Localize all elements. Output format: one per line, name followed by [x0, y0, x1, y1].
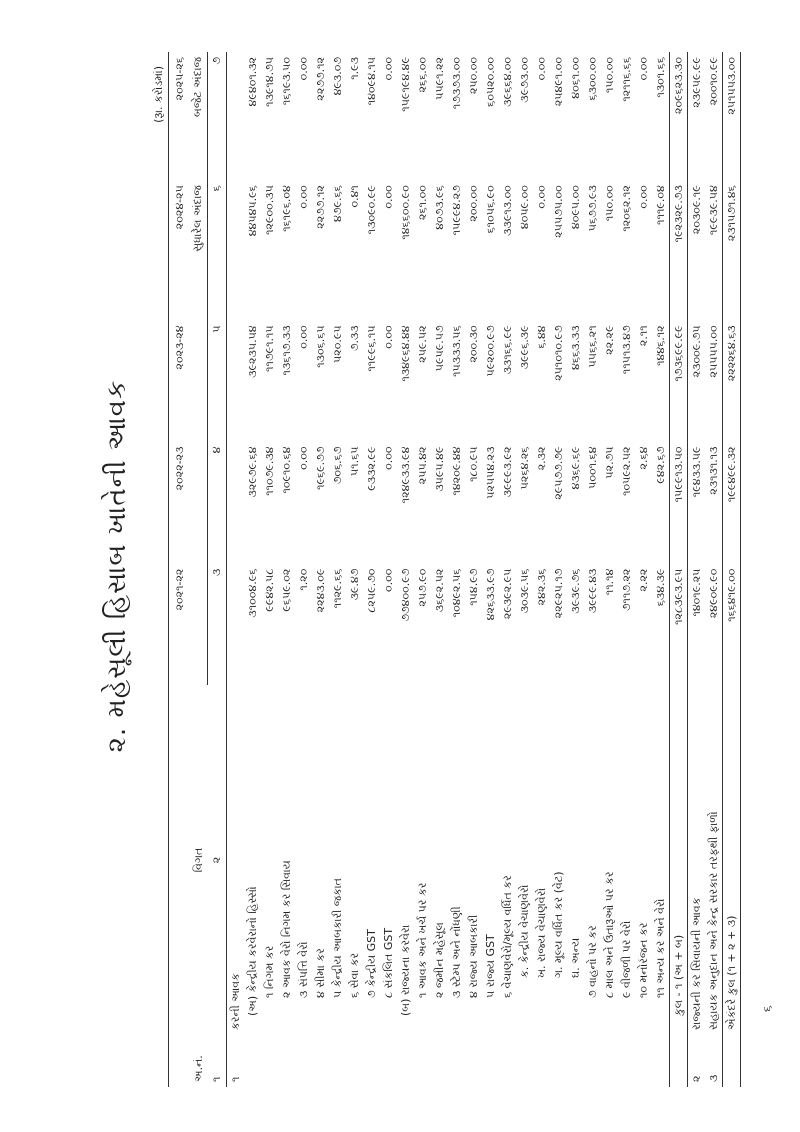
header-sub-5: બજેટ અંદાજ [189, 52, 208, 180]
row-value: ૦.૦૦ [381, 185, 395, 209]
row-value: ૧૯૯૪૯૯.૩૨ [723, 442, 741, 564]
row-value: ૧૪૨૦૯.૪૪ [449, 446, 463, 496]
row-label: ૫ રાજ્ય GST [483, 934, 497, 998]
row-value: ૪૭૯.૬૬ [330, 185, 344, 222]
row-value: ૨૫૫૭૫.૦૦ [551, 185, 565, 238]
row-value: ૧.૨૦ [296, 568, 310, 591]
row-value: ૦.૦૦ [636, 185, 650, 209]
row-value: ૧૬૬૪૧૯.૦૦ [723, 564, 741, 685]
row-value: ૧૪૦૧૯.૨૫ [689, 568, 703, 617]
table-row [705, 52, 723, 1087]
table-row [723, 52, 741, 1087]
row-value: ૨.૩૨ [534, 446, 548, 471]
row-value: ૧૧૯૯૬.૧૫ [364, 325, 378, 372]
row-value: ૨૬૧.૦૦ [415, 185, 429, 220]
row-value: ૧૦૫૯૨.૫૨ [619, 446, 633, 496]
row-value: ૧૨૪૯૩૩.૯૪ [398, 446, 412, 504]
row-value: ૨૫૭.૯૦ [415, 568, 429, 607]
table-row [670, 52, 688, 1087]
row-value: ૧૧.૧૪ [602, 568, 616, 596]
row-value: ૨૪૨.૩૬ [534, 568, 548, 606]
row-label: ૪ સીમા કર [313, 948, 327, 998]
row-value: ૧૨૧૧૬.૬૬ [619, 57, 633, 102]
row-sr [244, 1035, 261, 1087]
row-sr [329, 1035, 346, 1087]
col-number: ૭ [208, 52, 227, 180]
row-label: કરની આવક [228, 973, 242, 1030]
header-sub-4: સુધારેલ અંદાજ [189, 180, 208, 320]
row-value: ૭૭૪૦૦.૯૭ [398, 568, 412, 622]
row-label: ગ. મૂલ્ય વર્ધિત કર (વેટ) [551, 871, 565, 978]
row-sr [346, 1035, 363, 1087]
row-sr [380, 1035, 397, 1087]
row-value [227, 180, 245, 320]
unit-note: (રૂા. કરોડમાં) [152, 66, 165, 123]
table-row [397, 52, 414, 1087]
row-value: ૧૧૦૭૯.૩૪ [262, 446, 276, 496]
row-label: (બ) રાજ્યના કરવેરા [398, 924, 412, 1016]
row-value: ૧૦૯૧૦.૬૪ [279, 446, 293, 494]
row-sr [363, 1035, 380, 1087]
row-value: ૪૩૬૯.૬૯ [568, 446, 582, 490]
table-row [584, 52, 601, 1087]
row-value: ૨૨૭૭.૧૨ [313, 185, 327, 229]
row-sr [723, 1035, 741, 1087]
row-value: ૫૬૭૭.૯૩ [585, 185, 599, 232]
row-value: ૧૩૪૯૬૪.૪૪ [398, 325, 412, 382]
row-value: ૨૫૫.૪૨ [415, 446, 429, 485]
row-value: ૪૦૫૯.૦૦ [517, 185, 531, 230]
row-sr: ૨ [689, 1075, 703, 1082]
row-value: ૦.૦૦ [296, 325, 310, 349]
row-value: ૧૩૦૯૦.૯૯ [364, 185, 378, 235]
table-row [567, 52, 584, 1087]
row-sr [278, 1035, 295, 1087]
row-label: ૯ વીજળી પર વેરો [619, 920, 633, 998]
row-value: ૧૩૯૧૪.૭૫ [262, 57, 276, 107]
row-value: ૬૧૦૫૬.૯૦ [483, 185, 497, 234]
row-value: ૩૫૯૫.૪૯ [432, 446, 446, 492]
row-value: ૦.૦૦ [381, 446, 395, 470]
revenue-table [168, 52, 741, 1087]
header-sub-3 [189, 320, 208, 441]
row-label: ૨ આવક વેરો નિગમ કર સિવાય [279, 860, 293, 998]
row-sr [448, 1035, 465, 1087]
col-number: ૫ [208, 320, 227, 441]
row-value: ૨૨૪૩.૦૯ [313, 568, 327, 613]
row-value: ૧૧૨૯.૬૬ [330, 568, 344, 609]
row-label: ૨ જમીન મહેસૂલ [432, 922, 446, 998]
row-value: ૦.૪૧ [347, 185, 361, 208]
row-label: સહાયક અનુદાન અને કેન્દ્ર સરકાર તરફથી ફાળો [706, 811, 720, 1030]
row-value: ૨.૬૪ [636, 446, 650, 470]
row-value: ૫૨.૭૫ [602, 446, 616, 479]
table-row [346, 52, 363, 1087]
row-value: ૧૪૪૬.૧૨ [653, 325, 667, 366]
row-label: ૧૧ અન્ય કર અને વેરો [653, 898, 667, 998]
row-value: ૯૯૪૨.૫૮ [262, 568, 276, 612]
row-value: ૧૭૩૬૯૯.૯૯ [670, 320, 688, 441]
row-value: ૪૪૫૪૫.૯૬ [245, 185, 259, 237]
row-value [227, 52, 245, 180]
row-value: ૮૨૫૯.૭૦ [364, 568, 378, 613]
row-label: ખ. રાજ્ય વેચાણવેરો [534, 887, 548, 978]
row-label: ૭ વાહનો પર કર [585, 925, 599, 998]
row-value: ૩૯૭૩.૦૦ [517, 57, 531, 103]
row-value: ૩૩૯૧૩.૦૦ [500, 185, 514, 236]
table-row [465, 52, 482, 1087]
row-value: ૦.૦૦ [296, 446, 310, 470]
table-row [618, 52, 635, 1087]
col-number: ૧ [208, 1035, 227, 1087]
row-value: ૫૧.૬૫ [347, 446, 361, 477]
row-sr [397, 1035, 414, 1087]
row-sr [635, 1035, 652, 1087]
row-value: ૨૩૧૫૭૧.૪૬ [723, 180, 741, 320]
row-value: ૩૯૯૯.૪૩ [585, 568, 599, 614]
row-value: ૨૦૯૬૨૩.૩૦ [670, 52, 688, 180]
row-value: ૧૪૬૬૦૦.૯૦ [398, 185, 412, 240]
row-value: ૧૫૪.૯૭ [466, 568, 480, 606]
table-row [652, 52, 670, 1087]
row-value: ૫૨૦.૯૫ [330, 325, 344, 363]
row-value: ૨૩૦૦૯.૭૫ [689, 325, 703, 378]
row-sr [295, 1035, 312, 1087]
row-value: ૭.૩૩ [347, 325, 361, 352]
row-value: ૭૦૬.૬૭ [330, 446, 344, 485]
row-sr [533, 1035, 550, 1087]
row-value: ૨૫૫૫૫.૦૦ [706, 325, 720, 378]
table-row [635, 52, 652, 1087]
row-value: ૦.૦૦ [296, 185, 310, 209]
row-value: ૧૧૫૧૩.૪૭ [619, 325, 633, 375]
row-value: ૨૩૧૩૧.૧૩ [706, 446, 720, 495]
row-value: ૨૨.૨૯ [602, 325, 616, 355]
row-value: ૪૯૪૦૧.૩૨ [245, 57, 259, 107]
row-value: ૦.૦૦ [534, 185, 548, 209]
row-value: ૧૩૦૬.૬૫ [313, 325, 327, 368]
table-row [414, 52, 431, 1087]
row-value: ૬૩૪.૩૯ [653, 568, 667, 607]
row-value: ૧૬૧૯૬.૦૪ [279, 185, 293, 232]
row-value: ૧૧૧૯.૦૪ [653, 185, 667, 225]
row-value: ૬૦૫૨૦.૦૦ [483, 57, 497, 107]
row-value: ૧૦૪૯૨.૫૬ [449, 568, 463, 618]
row-value: ૪૨૬૩૩.૯૭ [483, 568, 497, 621]
table-row [431, 52, 448, 1087]
row-value: ૩૯૬૬૪.૦૦ [500, 57, 514, 107]
row-value: ૧૯૯૩૯.૫૪ [706, 185, 720, 235]
row-value: ૨૦૦૧૦.૯૯ [706, 57, 720, 106]
page-title: ૨. મહેસૂલી હિસાબ ખાતેની આવક [102, 379, 132, 753]
table-row [295, 52, 312, 1087]
row-value: ૧.૯૩ [347, 57, 361, 80]
table-row [261, 52, 278, 1087]
row-value: ૩૬૯૨.૫૨ [432, 568, 446, 613]
row-value: ૧૯૪૩૩.૫૯ [689, 446, 703, 498]
header-year-3: ૨૦૨૩-૨૪ [169, 320, 190, 441]
row-value: ૩૧૦૦૪.૯૬ [245, 568, 259, 618]
row-value: ૩૯.૪૭ [347, 568, 361, 601]
row-value: ૯૩૩૨.૯૯ [364, 446, 378, 491]
row-value: ૨૨૯૨૫.૧૭ [551, 568, 565, 619]
row-label: એકંદરે કુલ (૧ + ૨ + ૩) [723, 685, 741, 1035]
row-value: ૩૦૩૯.૫૬ [517, 568, 531, 614]
row-value: ૨૫૧૦૧૦.૯૭ [551, 325, 565, 381]
row-value: ૨.૧૧ [636, 325, 650, 347]
row-value: ૧૫૦.૦૦ [602, 57, 616, 93]
row-value: ૧૫૩૩૩.૫૬ [449, 325, 463, 377]
row-value: ૩૯૩૯.૭૬ [568, 568, 582, 614]
row-value: ૨૯૩૯૨.૯૫ [500, 568, 514, 620]
table-row [499, 52, 516, 1087]
header-year-5: ૨૦૨૫-૨૬ [169, 52, 190, 180]
table-body [227, 52, 741, 1087]
row-sr [670, 1035, 688, 1087]
row-sr [465, 1035, 482, 1087]
row-value: ૭૧૧૭.૨૨ [619, 568, 633, 612]
page-number: ૬ [760, 1005, 774, 1012]
table-row [533, 52, 550, 1087]
row-sr [499, 1035, 516, 1087]
row-sr [312, 1035, 329, 1087]
row-value: ૨૫૧૫૫૩.૦૦ [723, 52, 741, 180]
row-value: ૧૫૯૯૧૩.૫૦ [670, 442, 688, 564]
row-value: ૨૫૦.૦૦ [466, 57, 480, 95]
row-value: ૧૫૯૯૪.૨૭ [449, 185, 463, 236]
row-label: ૮ સંકલિત GST [381, 927, 395, 998]
table-row [516, 52, 533, 1087]
row-sr [618, 1035, 635, 1087]
row-value: ૦.૦૦ [296, 57, 310, 81]
row-sr [482, 1035, 499, 1087]
row-value: ૧૬૧૯૩.૫૦ [279, 57, 293, 106]
row-value: ૫૫૯૧.૨૨ [432, 57, 446, 100]
row-label: ૪ રાજ્ય આબકારી [466, 914, 480, 998]
row-sr [601, 1035, 618, 1087]
row-value: ૦.૦૦ [381, 325, 395, 349]
row-value: ૧૯૨૩૨૯.૭૩ [670, 180, 688, 320]
row-value: ૧૩૦૧.૬૬ [653, 57, 667, 98]
row-label: ૫ કેન્દ્રીય આબકારી જકાત [330, 878, 344, 998]
row-value: ૦.૦૦ [381, 568, 395, 592]
row-value: ૫૯૫૯.૫૭ [432, 325, 446, 372]
row-label: ૩ સંપત્તિ વેરો [296, 941, 310, 998]
row-value: ૧૭૩૭૩.૦૦ [449, 57, 463, 110]
row-value: ૬૩૦૦.૦૦ [585, 57, 599, 101]
row-sr: ૩ [706, 1074, 720, 1082]
header-sr: અ.નં. [169, 1035, 208, 1087]
row-label: (અ) કેન્દ્રીય કરવેરાનો હિસ્સો [245, 886, 259, 1016]
row-value: ૩૯૨૩૫.૫૪ [245, 325, 259, 378]
header-year-4: ૨૦૨૪-૨૫ [169, 180, 190, 320]
table-row [363, 52, 380, 1087]
row-sr [431, 1035, 448, 1087]
row-value: ૧૫૦.૦૦ [602, 185, 616, 222]
row-value: ૧૨૦૬૨.૧૨ [619, 185, 633, 232]
header-year-2: ૨૦૨૨-૨૩ [169, 442, 190, 564]
row-value: ૧૨૮૩૯૩.૯૫ [670, 564, 688, 685]
row-value [227, 320, 245, 441]
row-value: ૩૯૯૯૩.૯૨ [500, 446, 514, 498]
row-value: ૧૩૬૧૭.૩૩ [279, 325, 293, 376]
row-sr: ૧ [228, 1076, 242, 1082]
header-item: વિગત [169, 685, 208, 1035]
row-value: ૪૦૬૧.૦૦ [568, 57, 582, 99]
row-sr [414, 1035, 431, 1087]
row-value: ૧૧૭૯૧.૧૫ [262, 325, 276, 372]
row-sr [584, 1035, 601, 1087]
row-label: ૧૦ મનોરંજન કર [636, 922, 650, 998]
row-label: ૧ નિગમ કર [262, 945, 276, 998]
row-value: ૨૯૫૭૭.૭૯ [551, 446, 565, 500]
row-value: ૨૦૦.૩૦ [466, 325, 480, 363]
table-row [688, 52, 706, 1087]
row-value: ૦.૦૦ [534, 57, 548, 81]
header-sub-2 [189, 442, 208, 564]
row-sr [567, 1035, 584, 1087]
table-row [227, 52, 245, 1087]
table-row [448, 52, 465, 1087]
table-row [482, 52, 499, 1087]
col-number: ૬ [208, 180, 227, 320]
row-value: ૨.૨૨ [636, 568, 650, 592]
table-row [244, 52, 261, 1087]
row-value [227, 564, 245, 685]
row-value: ૦.૦૦ [636, 57, 650, 81]
row-label: ૧ આવક અને ખર્ચ પર કર [415, 882, 429, 998]
col-number: ૩ [208, 564, 227, 685]
row-label: ૬ સેવા કર [347, 952, 361, 998]
row-value: ૪૦૯૫.૦૦ [568, 185, 582, 230]
row-value: ૯૬૫૯.૦૨ [279, 568, 293, 612]
col-number: ૨ [208, 685, 227, 1035]
row-value: ૯૪૨.૬૭ [653, 446, 667, 484]
row-label: રાજ્યની કર સિવાયની આવક [689, 897, 703, 1030]
row-value: ૨૪૯૦૯.૯૦ [706, 568, 720, 619]
table-row [550, 52, 567, 1087]
row-value: ૨૩૯૫૯.૯૯ [689, 57, 703, 108]
row-value: ૬.૪૪ [534, 325, 548, 349]
row-value [227, 442, 245, 564]
row-value: ૩૩૧૬૬.૯૯ [500, 325, 514, 375]
row-sr [550, 1035, 567, 1087]
row-value: ૨૦૩૦૯.૧૯ [689, 185, 703, 235]
row-label: કુલ - ૧ (અ + બ) [670, 685, 688, 1035]
row-sr [261, 1035, 278, 1087]
table-row [278, 52, 295, 1087]
row-value: ૦.૦૦ [381, 57, 395, 81]
row-sr [516, 1035, 533, 1087]
row-value: ૫૨૬૪.૨૬ [517, 446, 531, 490]
col-number: ૪ [208, 442, 227, 564]
row-value: ૩૯૯૬.૩૯ [517, 325, 531, 370]
row-label: ૮ માલ અને ઉતારૂઓ પર કર [602, 871, 616, 998]
row-value: ૪૯૩.૦૭ [330, 57, 344, 96]
table-row [380, 52, 397, 1087]
row-value: ૨૫૪૯૧.૦૦ [551, 57, 565, 107]
row-label: ૬ વેચાણવેરો/મૂલ્ય વર્ધિત કર [500, 875, 514, 998]
table-row [312, 52, 329, 1087]
row-value: ૨૦૦.૦૦ [466, 185, 480, 222]
row-value: ૫૨૫૫૪.૨૩ [483, 446, 497, 499]
row-value: ૨૨૭૭.૧૨ [313, 57, 327, 101]
row-value: ૧૫૯૧૯૪.૪૯ [398, 57, 412, 112]
row-value: ૫૫૬૬.૨૧ [585, 325, 599, 368]
table-row [329, 52, 346, 1087]
row-value: ૩૨૯૭૯.૬૪ [245, 446, 259, 498]
row-value: ૨૨૨૨૬૪.૬૩ [723, 320, 741, 441]
row-value: ૧૨૯૦૦.૩૫ [262, 185, 276, 235]
row-value: ૧૯૬૯.૭૭ [313, 446, 327, 490]
header-year-1: ૨૦૨૧-૨૨ [169, 564, 190, 685]
row-value: ૫૦૦૧.૬૪ [585, 446, 599, 489]
row-value: ૪૬૬૩.૩૩ [568, 325, 582, 370]
row-label: ક. કેન્દ્રીય વેચાણવેરો [517, 884, 531, 978]
row-value: ૧૮૦.૯૫ [466, 446, 480, 482]
row-label: ૩ સ્ટેમ્પ અને નોંધણી [449, 906, 463, 998]
header-sub-1 [189, 564, 208, 685]
row-label: ૭ કેન્દ્રીય GST [364, 929, 378, 998]
row-value: ૫૯૨૦૦.૯૭ [483, 325, 497, 377]
row-sr [652, 1035, 670, 1087]
row-value: ૨૬૬.૦૦ [415, 57, 429, 93]
table-row [601, 52, 618, 1087]
row-value: ૪૦૭૩.૯૬ [432, 185, 446, 230]
row-value: ૨૫૯.૫૨ [415, 325, 429, 363]
row-value: ૧૪૦૯૪.૧૫ [364, 57, 378, 106]
row-label: ઘ. અન્ય [568, 937, 582, 978]
